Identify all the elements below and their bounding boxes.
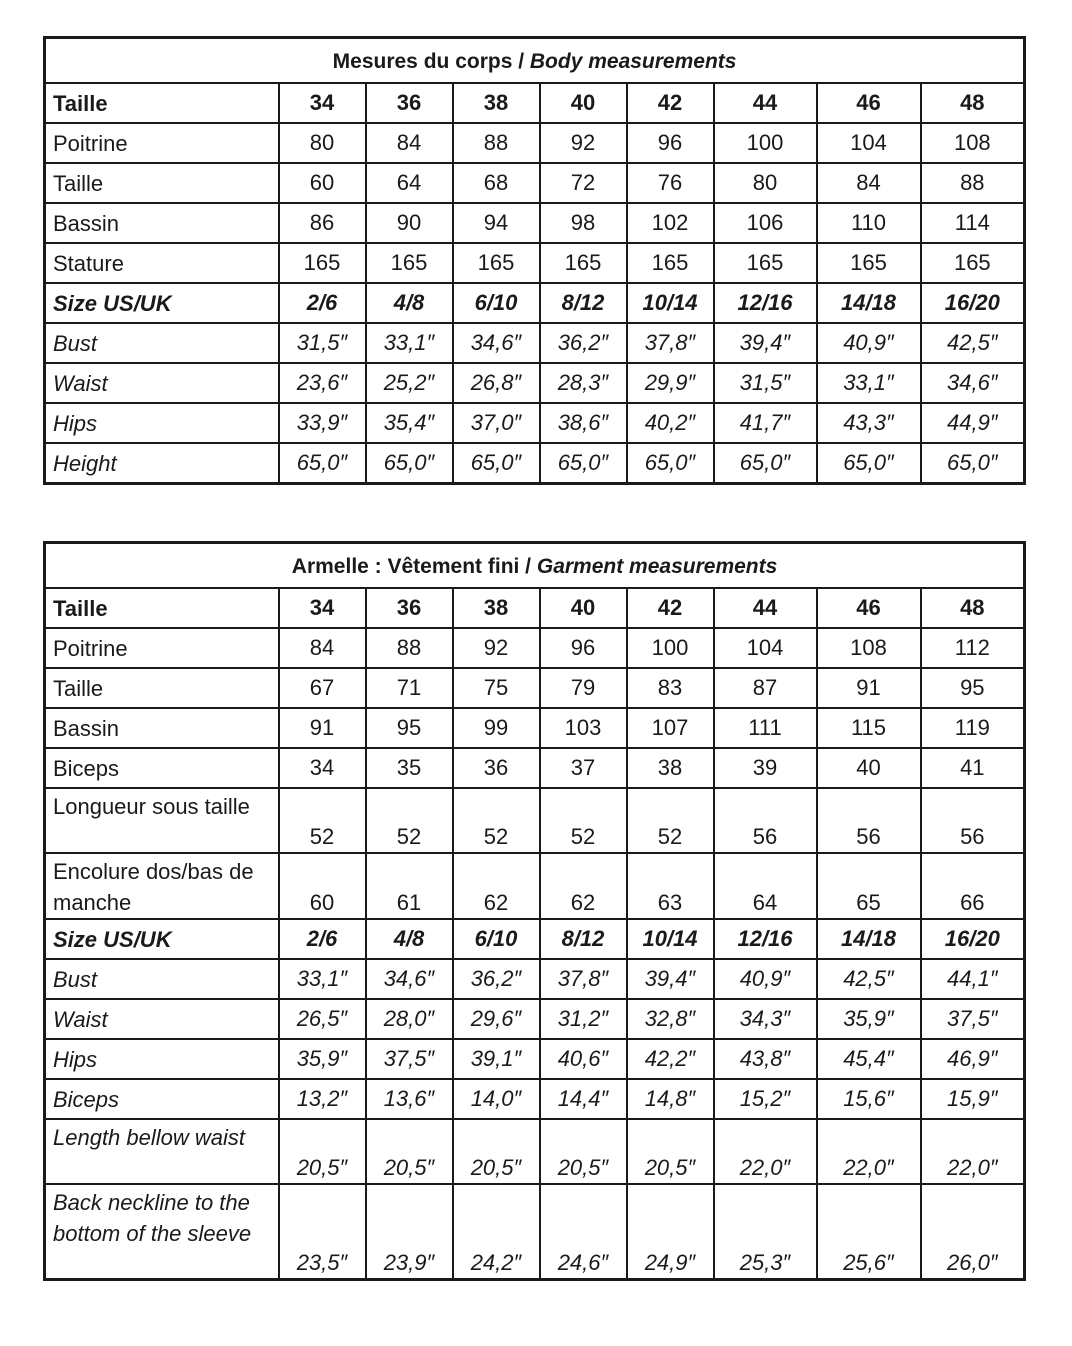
value-cell: 100 — [714, 123, 817, 163]
value-cell: 71 — [366, 668, 453, 708]
value-cell: 13,2″ — [279, 1079, 366, 1119]
value-cell: 86 — [279, 203, 366, 243]
value-cell: 42,2″ — [627, 1039, 714, 1079]
size-cell: 36 — [366, 588, 453, 628]
size-cell: 38 — [453, 588, 540, 628]
row-label: Poitrine — [45, 123, 279, 163]
value-cell: 26,5″ — [279, 999, 366, 1039]
value-cell: 40,2″ — [627, 403, 714, 443]
us-size-cell: 10/14 — [627, 919, 714, 959]
table-row — [45, 323, 1025, 363]
value-cell: 108 — [817, 628, 921, 668]
value-cell: 34,6″ — [921, 363, 1025, 403]
value-cell: 24,9″ — [627, 1184, 714, 1280]
us-size-cell: 16/20 — [921, 919, 1025, 959]
value-cell: 28,0″ — [366, 999, 453, 1039]
value-cell: 37,5″ — [921, 999, 1025, 1039]
value-cell: 65,0″ — [453, 443, 540, 484]
row-label: Back neckline to the bottom of the sleeve — [45, 1184, 279, 1280]
value-cell: 111 — [714, 708, 817, 748]
value-cell: 39 — [714, 748, 817, 788]
value-cell: 22,0″ — [921, 1119, 1025, 1184]
value-cell: 79 — [540, 668, 627, 708]
value-cell: 29,6″ — [453, 999, 540, 1039]
value-cell: 31,5″ — [279, 323, 366, 363]
size-cell: 44 — [714, 83, 817, 123]
value-cell: 15,2″ — [714, 1079, 817, 1119]
value-cell: 13,6″ — [366, 1079, 453, 1119]
row-label: Taille — [45, 83, 279, 123]
value-cell: 88 — [366, 628, 453, 668]
value-cell: 56 — [714, 788, 817, 853]
value-cell: 43,8″ — [714, 1039, 817, 1079]
table-row — [45, 959, 1025, 999]
value-cell: 75 — [453, 668, 540, 708]
us-size-cell: 12/16 — [714, 283, 817, 323]
value-cell: 39,4″ — [714, 323, 817, 363]
value-cell: 83 — [627, 668, 714, 708]
row-label: Biceps — [45, 1079, 279, 1119]
value-cell: 15,6″ — [817, 1079, 921, 1119]
value-cell: 88 — [453, 123, 540, 163]
value-cell: 99 — [453, 708, 540, 748]
size-header-row — [45, 588, 1025, 628]
table-row — [45, 123, 1025, 163]
table-row — [45, 1079, 1025, 1119]
row-label: Longueur sous taille — [45, 788, 279, 853]
table-row — [45, 668, 1025, 708]
row-label: Waist — [45, 363, 279, 403]
value-cell: 33,9″ — [279, 403, 366, 443]
value-cell: 165 — [279, 243, 366, 283]
row-label: Bust — [45, 959, 279, 999]
value-cell: 37,5″ — [366, 1039, 453, 1079]
size-cell: 48 — [921, 588, 1025, 628]
value-cell: 45,4″ — [817, 1039, 921, 1079]
value-cell: 92 — [540, 123, 627, 163]
value-cell: 34,3″ — [714, 999, 817, 1039]
value-cell: 52 — [627, 788, 714, 853]
value-cell: 35,9″ — [279, 1039, 366, 1079]
garment-measurements-table — [43, 541, 1026, 1281]
table-title-row — [45, 543, 1025, 589]
value-cell: 35,4″ — [366, 403, 453, 443]
value-cell: 95 — [921, 668, 1025, 708]
value-cell: 26,8″ — [453, 363, 540, 403]
value-cell: 104 — [714, 628, 817, 668]
table-row — [45, 708, 1025, 748]
value-cell: 65,0″ — [817, 443, 921, 484]
value-cell: 112 — [921, 628, 1025, 668]
table-title — [45, 38, 1025, 84]
us-size-cell: 8/12 — [540, 919, 627, 959]
value-cell: 104 — [817, 123, 921, 163]
row-label: Waist — [45, 999, 279, 1039]
value-cell: 165 — [453, 243, 540, 283]
size-cell: 42 — [627, 83, 714, 123]
row-label: Taille — [45, 588, 279, 628]
row-label: Size US/UK — [45, 283, 279, 323]
value-cell: 80 — [279, 123, 366, 163]
value-cell: 25,6″ — [817, 1184, 921, 1280]
row-label: Hips — [45, 403, 279, 443]
value-cell: 34 — [279, 748, 366, 788]
value-cell: 44,9″ — [921, 403, 1025, 443]
value-cell: 68 — [453, 163, 540, 203]
value-cell: 20,5″ — [279, 1119, 366, 1184]
value-cell: 31,5″ — [714, 363, 817, 403]
value-cell: 20,5″ — [627, 1119, 714, 1184]
value-cell: 65 — [817, 853, 921, 919]
value-cell: 20,5″ — [453, 1119, 540, 1184]
us-size-cell: 4/8 — [366, 919, 453, 959]
row-label: Height — [45, 443, 279, 484]
value-cell: 34,6″ — [366, 959, 453, 999]
value-cell: 56 — [921, 788, 1025, 853]
title-english: Body measurements — [529, 50, 737, 73]
value-cell: 32,8″ — [627, 999, 714, 1039]
value-cell: 165 — [540, 243, 627, 283]
value-cell: 92 — [453, 628, 540, 668]
value-cell: 114 — [921, 203, 1025, 243]
value-cell: 72 — [540, 163, 627, 203]
table-row — [45, 1184, 1025, 1280]
size-cell: 38 — [453, 83, 540, 123]
row-label: Stature — [45, 243, 279, 283]
value-cell: 60 — [279, 163, 366, 203]
value-cell: 33,1″ — [279, 959, 366, 999]
value-cell: 103 — [540, 708, 627, 748]
table-row — [45, 748, 1025, 788]
value-cell: 76 — [627, 163, 714, 203]
value-cell: 165 — [714, 243, 817, 283]
value-cell: 39,4″ — [627, 959, 714, 999]
value-cell: 165 — [366, 243, 453, 283]
value-cell: 42,5″ — [921, 323, 1025, 363]
value-cell: 84 — [279, 628, 366, 668]
value-cell: 36 — [453, 748, 540, 788]
row-label: Poitrine — [45, 628, 279, 668]
value-cell: 14,4″ — [540, 1079, 627, 1119]
value-cell: 20,5″ — [366, 1119, 453, 1184]
size-cell: 46 — [817, 83, 921, 123]
value-cell: 96 — [540, 628, 627, 668]
us-size-cell: 6/10 — [453, 919, 540, 959]
value-cell: 94 — [453, 203, 540, 243]
value-cell: 33,1″ — [366, 323, 453, 363]
size-cell: 44 — [714, 588, 817, 628]
value-cell: 36,2″ — [540, 323, 627, 363]
value-cell: 31,2″ — [540, 999, 627, 1039]
value-cell: 84 — [817, 163, 921, 203]
value-cell: 52 — [366, 788, 453, 853]
value-cell: 65,0″ — [366, 443, 453, 484]
value-cell: 29,9″ — [627, 363, 714, 403]
value-cell: 108 — [921, 123, 1025, 163]
value-cell: 35 — [366, 748, 453, 788]
value-cell: 40,9″ — [817, 323, 921, 363]
us-size-cell: 10/14 — [627, 283, 714, 323]
us-size-cell: 16/20 — [921, 283, 1025, 323]
size-cell: 40 — [540, 83, 627, 123]
title-french: Mesures du corps / — [332, 50, 530, 73]
us-size-cell: 6/10 — [453, 283, 540, 323]
size-cell: 46 — [817, 588, 921, 628]
value-cell: 95 — [366, 708, 453, 748]
table-row — [45, 363, 1025, 403]
table-title — [45, 543, 1025, 589]
table-row — [45, 243, 1025, 283]
size-cell: 42 — [627, 588, 714, 628]
value-cell: 52 — [453, 788, 540, 853]
value-cell: 110 — [817, 203, 921, 243]
value-cell: 43,3″ — [817, 403, 921, 443]
value-cell: 25,3″ — [714, 1184, 817, 1280]
value-cell: 42,5″ — [817, 959, 921, 999]
value-cell: 52 — [540, 788, 627, 853]
value-cell: 37,0″ — [453, 403, 540, 443]
value-cell: 107 — [627, 708, 714, 748]
value-cell: 37,8″ — [627, 323, 714, 363]
row-label: Size US/UK — [45, 919, 279, 959]
value-cell: 65,0″ — [714, 443, 817, 484]
value-cell: 44,1″ — [921, 959, 1025, 999]
value-cell: 37,8″ — [540, 959, 627, 999]
table-row — [45, 628, 1025, 668]
us-size-cell: 8/12 — [540, 283, 627, 323]
row-label: Taille — [45, 668, 279, 708]
value-cell: 22,0″ — [817, 1119, 921, 1184]
us-size-cell: 2/6 — [279, 283, 366, 323]
value-cell: 14,0″ — [453, 1079, 540, 1119]
value-cell: 165 — [817, 243, 921, 283]
size-cell: 34 — [279, 83, 366, 123]
value-cell: 63 — [627, 853, 714, 919]
row-label: Hips — [45, 1039, 279, 1079]
table-row — [45, 203, 1025, 243]
value-cell: 34,6″ — [453, 323, 540, 363]
value-cell: 61 — [366, 853, 453, 919]
value-cell: 25,2″ — [366, 363, 453, 403]
row-label: Bassin — [45, 203, 279, 243]
title-french: Armelle : Vêtement fini / — [291, 555, 537, 578]
value-cell: 64 — [366, 163, 453, 203]
value-cell: 15,9″ — [921, 1079, 1025, 1119]
us-size-cell: 4/8 — [366, 283, 453, 323]
value-cell: 88 — [921, 163, 1025, 203]
us-size-row — [45, 919, 1025, 959]
value-cell: 40,9″ — [714, 959, 817, 999]
value-cell: 35,9″ — [817, 999, 921, 1039]
value-cell: 91 — [817, 668, 921, 708]
value-cell: 62 — [453, 853, 540, 919]
size-header-row — [45, 83, 1025, 123]
value-cell: 33,1″ — [817, 363, 921, 403]
row-label: Biceps — [45, 748, 279, 788]
value-cell: 65,0″ — [921, 443, 1025, 484]
table-row — [45, 788, 1025, 853]
value-cell: 40 — [817, 748, 921, 788]
value-cell: 24,2″ — [453, 1184, 540, 1280]
body-measurements-table — [43, 36, 1026, 485]
size-cell: 48 — [921, 83, 1025, 123]
row-label: Encolure dos/bas de manche — [45, 853, 279, 919]
value-cell: 62 — [540, 853, 627, 919]
row-label: Bassin — [45, 708, 279, 748]
value-cell: 14,8″ — [627, 1079, 714, 1119]
row-label: Taille — [45, 163, 279, 203]
table-row — [45, 853, 1025, 919]
value-cell: 115 — [817, 708, 921, 748]
value-cell: 80 — [714, 163, 817, 203]
value-cell: 96 — [627, 123, 714, 163]
value-cell: 23,6″ — [279, 363, 366, 403]
value-cell: 37 — [540, 748, 627, 788]
value-cell: 119 — [921, 708, 1025, 748]
us-size-cell: 2/6 — [279, 919, 366, 959]
table-row — [45, 163, 1025, 203]
table-row — [45, 443, 1025, 484]
value-cell: 165 — [627, 243, 714, 283]
value-cell: 40,6″ — [540, 1039, 627, 1079]
row-label: Bust — [45, 323, 279, 363]
value-cell: 91 — [279, 708, 366, 748]
value-cell: 87 — [714, 668, 817, 708]
size-cell: 36 — [366, 83, 453, 123]
value-cell: 22,0″ — [714, 1119, 817, 1184]
value-cell: 28,3″ — [540, 363, 627, 403]
value-cell: 36,2″ — [453, 959, 540, 999]
value-cell: 60 — [279, 853, 366, 919]
value-cell: 38,6″ — [540, 403, 627, 443]
value-cell: 56 — [817, 788, 921, 853]
table-title-row — [45, 38, 1025, 84]
value-cell: 90 — [366, 203, 453, 243]
us-size-cell: 14/18 — [817, 919, 921, 959]
value-cell: 102 — [627, 203, 714, 243]
value-cell: 39,1″ — [453, 1039, 540, 1079]
value-cell: 100 — [627, 628, 714, 668]
value-cell: 67 — [279, 668, 366, 708]
row-label: Length bellow waist — [45, 1119, 279, 1184]
value-cell: 65,0″ — [627, 443, 714, 484]
table-row — [45, 1039, 1025, 1079]
us-size-cell: 14/18 — [817, 283, 921, 323]
value-cell: 46,9″ — [921, 1039, 1025, 1079]
us-size-row — [45, 283, 1025, 323]
value-cell: 52 — [279, 788, 366, 853]
table-row — [45, 403, 1025, 443]
value-cell: 41 — [921, 748, 1025, 788]
value-cell: 26,0″ — [921, 1184, 1025, 1280]
value-cell: 23,9″ — [366, 1184, 453, 1280]
value-cell: 65,0″ — [279, 443, 366, 484]
value-cell: 65,0″ — [540, 443, 627, 484]
value-cell: 64 — [714, 853, 817, 919]
size-cell: 40 — [540, 588, 627, 628]
value-cell: 66 — [921, 853, 1025, 919]
value-cell: 41,7″ — [714, 403, 817, 443]
table-row — [45, 1119, 1025, 1184]
value-cell: 20,5″ — [540, 1119, 627, 1184]
value-cell: 24,6″ — [540, 1184, 627, 1280]
value-cell: 38 — [627, 748, 714, 788]
title-english: Garment measurements — [536, 555, 778, 578]
size-cell: 34 — [279, 588, 366, 628]
value-cell: 84 — [366, 123, 453, 163]
us-size-cell: 12/16 — [714, 919, 817, 959]
table-row — [45, 999, 1025, 1039]
value-cell: 98 — [540, 203, 627, 243]
value-cell: 106 — [714, 203, 817, 243]
value-cell: 23,5″ — [279, 1184, 366, 1280]
value-cell: 165 — [921, 243, 1025, 283]
